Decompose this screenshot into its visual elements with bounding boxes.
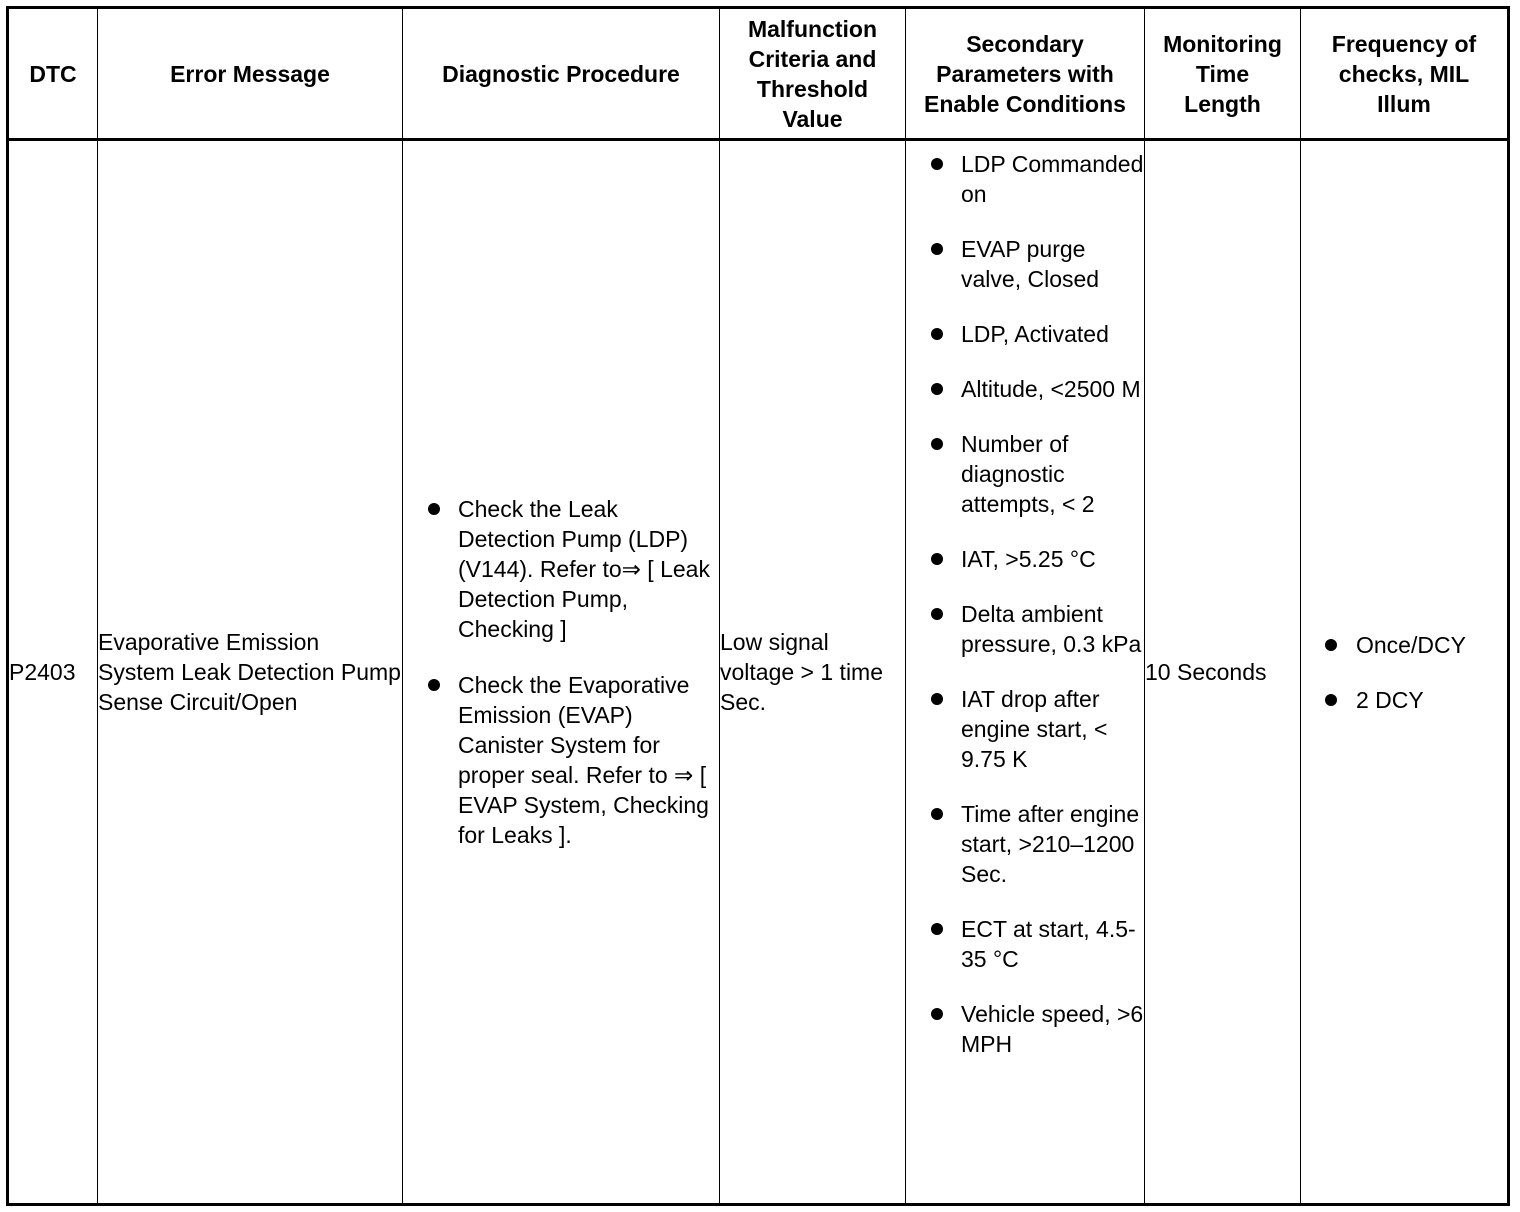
parameter-text: LDP, Activated (961, 321, 1109, 347)
header-malfunction-criteria: Malfunction Criteria and Threshold Value (720, 8, 906, 140)
header-secondary-parameters: Secondary Parameters with Enable Conditions (906, 8, 1145, 140)
list-item (906, 999, 1144, 1059)
header-diagnostic-procedure: Diagnostic Procedure (403, 8, 720, 140)
error-message: Evaporative Emission System Leak Detection Pump Sense Circuit/Open (98, 140, 403, 1205)
frequency (1301, 140, 1509, 1205)
secondary-parameters (906, 140, 1145, 1205)
bullet-icon (931, 553, 943, 565)
list-item (906, 234, 1144, 294)
parameter-text: EVAP purge valve, Closed (961, 236, 1100, 292)
list-item (906, 544, 1144, 574)
list-item (906, 684, 1144, 774)
list-item (906, 374, 1144, 404)
list-item (403, 670, 719, 850)
bullet-icon (931, 923, 943, 935)
header-monitoring-time: Monitoring Time Length (1145, 8, 1301, 140)
bullet-icon (428, 679, 440, 691)
list-item (906, 429, 1144, 519)
frequency-list (1301, 630, 1507, 715)
parameter-text: ECT at start, 4.5-35 °C (961, 916, 1136, 972)
diagnostic-procedure (403, 140, 720, 1205)
parameter-text: Number of diagnostic attempts, < 2 (961, 431, 1095, 517)
diagnostic-procedure-list (403, 494, 719, 850)
list-item (906, 914, 1144, 974)
bullet-icon (931, 158, 943, 170)
list-item (1301, 630, 1507, 660)
parameter-text: Vehicle speed, >6 MPH (961, 1001, 1144, 1057)
dtc-code: P2403 (8, 140, 98, 1205)
secondary-parameters-list (906, 141, 1144, 1059)
bullet-icon (1325, 639, 1337, 651)
procedure-text: Check the Evaporative Emission (EVAP) Canister System for proper seal. Refer to ⇒ [ EVAP System, Checking for Leaks ]. (458, 672, 709, 848)
bullet-icon (1325, 694, 1337, 706)
bullet-icon (428, 503, 440, 515)
parameter-text: Time after engine start, >210–1200 Sec. (961, 801, 1140, 887)
list-item (906, 599, 1144, 659)
frequency-text: Once/DCY (1356, 631, 1466, 658)
parameter-text: IAT, >5.25 °C (961, 546, 1096, 572)
header-dtc: DTC (8, 8, 98, 140)
bullet-icon (931, 328, 943, 340)
list-item (403, 494, 719, 644)
parameter-text: LDP Commanded on (961, 151, 1144, 207)
bullet-icon (931, 243, 943, 255)
frequency-text: 2 DCY (1356, 686, 1424, 713)
table-row (8, 140, 1509, 1205)
dtc-table (6, 6, 1510, 1206)
list-item (1301, 685, 1507, 715)
bullet-icon (931, 693, 943, 705)
procedure-text: Check the Leak Detection Pump (LDP) (V144). Refer to⇒ [ Leak Detection Pump, Checking ] (458, 496, 710, 642)
bullet-icon (931, 383, 943, 395)
parameter-text: Delta ambient pressure, 0.3 kPa (961, 601, 1142, 657)
parameter-text: Altitude, <2500 M (961, 376, 1141, 402)
bullet-icon (931, 808, 943, 820)
malfunction-criteria: Low signal voltage > 1 time Sec. (720, 140, 906, 1205)
header-frequency: Frequency of checks, MIL Illum (1301, 8, 1509, 140)
list-item (906, 319, 1144, 349)
bullet-icon (931, 438, 943, 450)
list-item (906, 799, 1144, 889)
header-row (8, 8, 1509, 140)
bullet-icon (931, 608, 943, 620)
parameter-text: IAT drop after engine start, < 9.75 K (961, 686, 1108, 772)
header-error-message: Error Message (98, 8, 403, 140)
list-item (906, 149, 1144, 209)
monitoring-time: 10 Seconds (1145, 140, 1301, 1205)
bullet-icon (931, 1008, 943, 1020)
